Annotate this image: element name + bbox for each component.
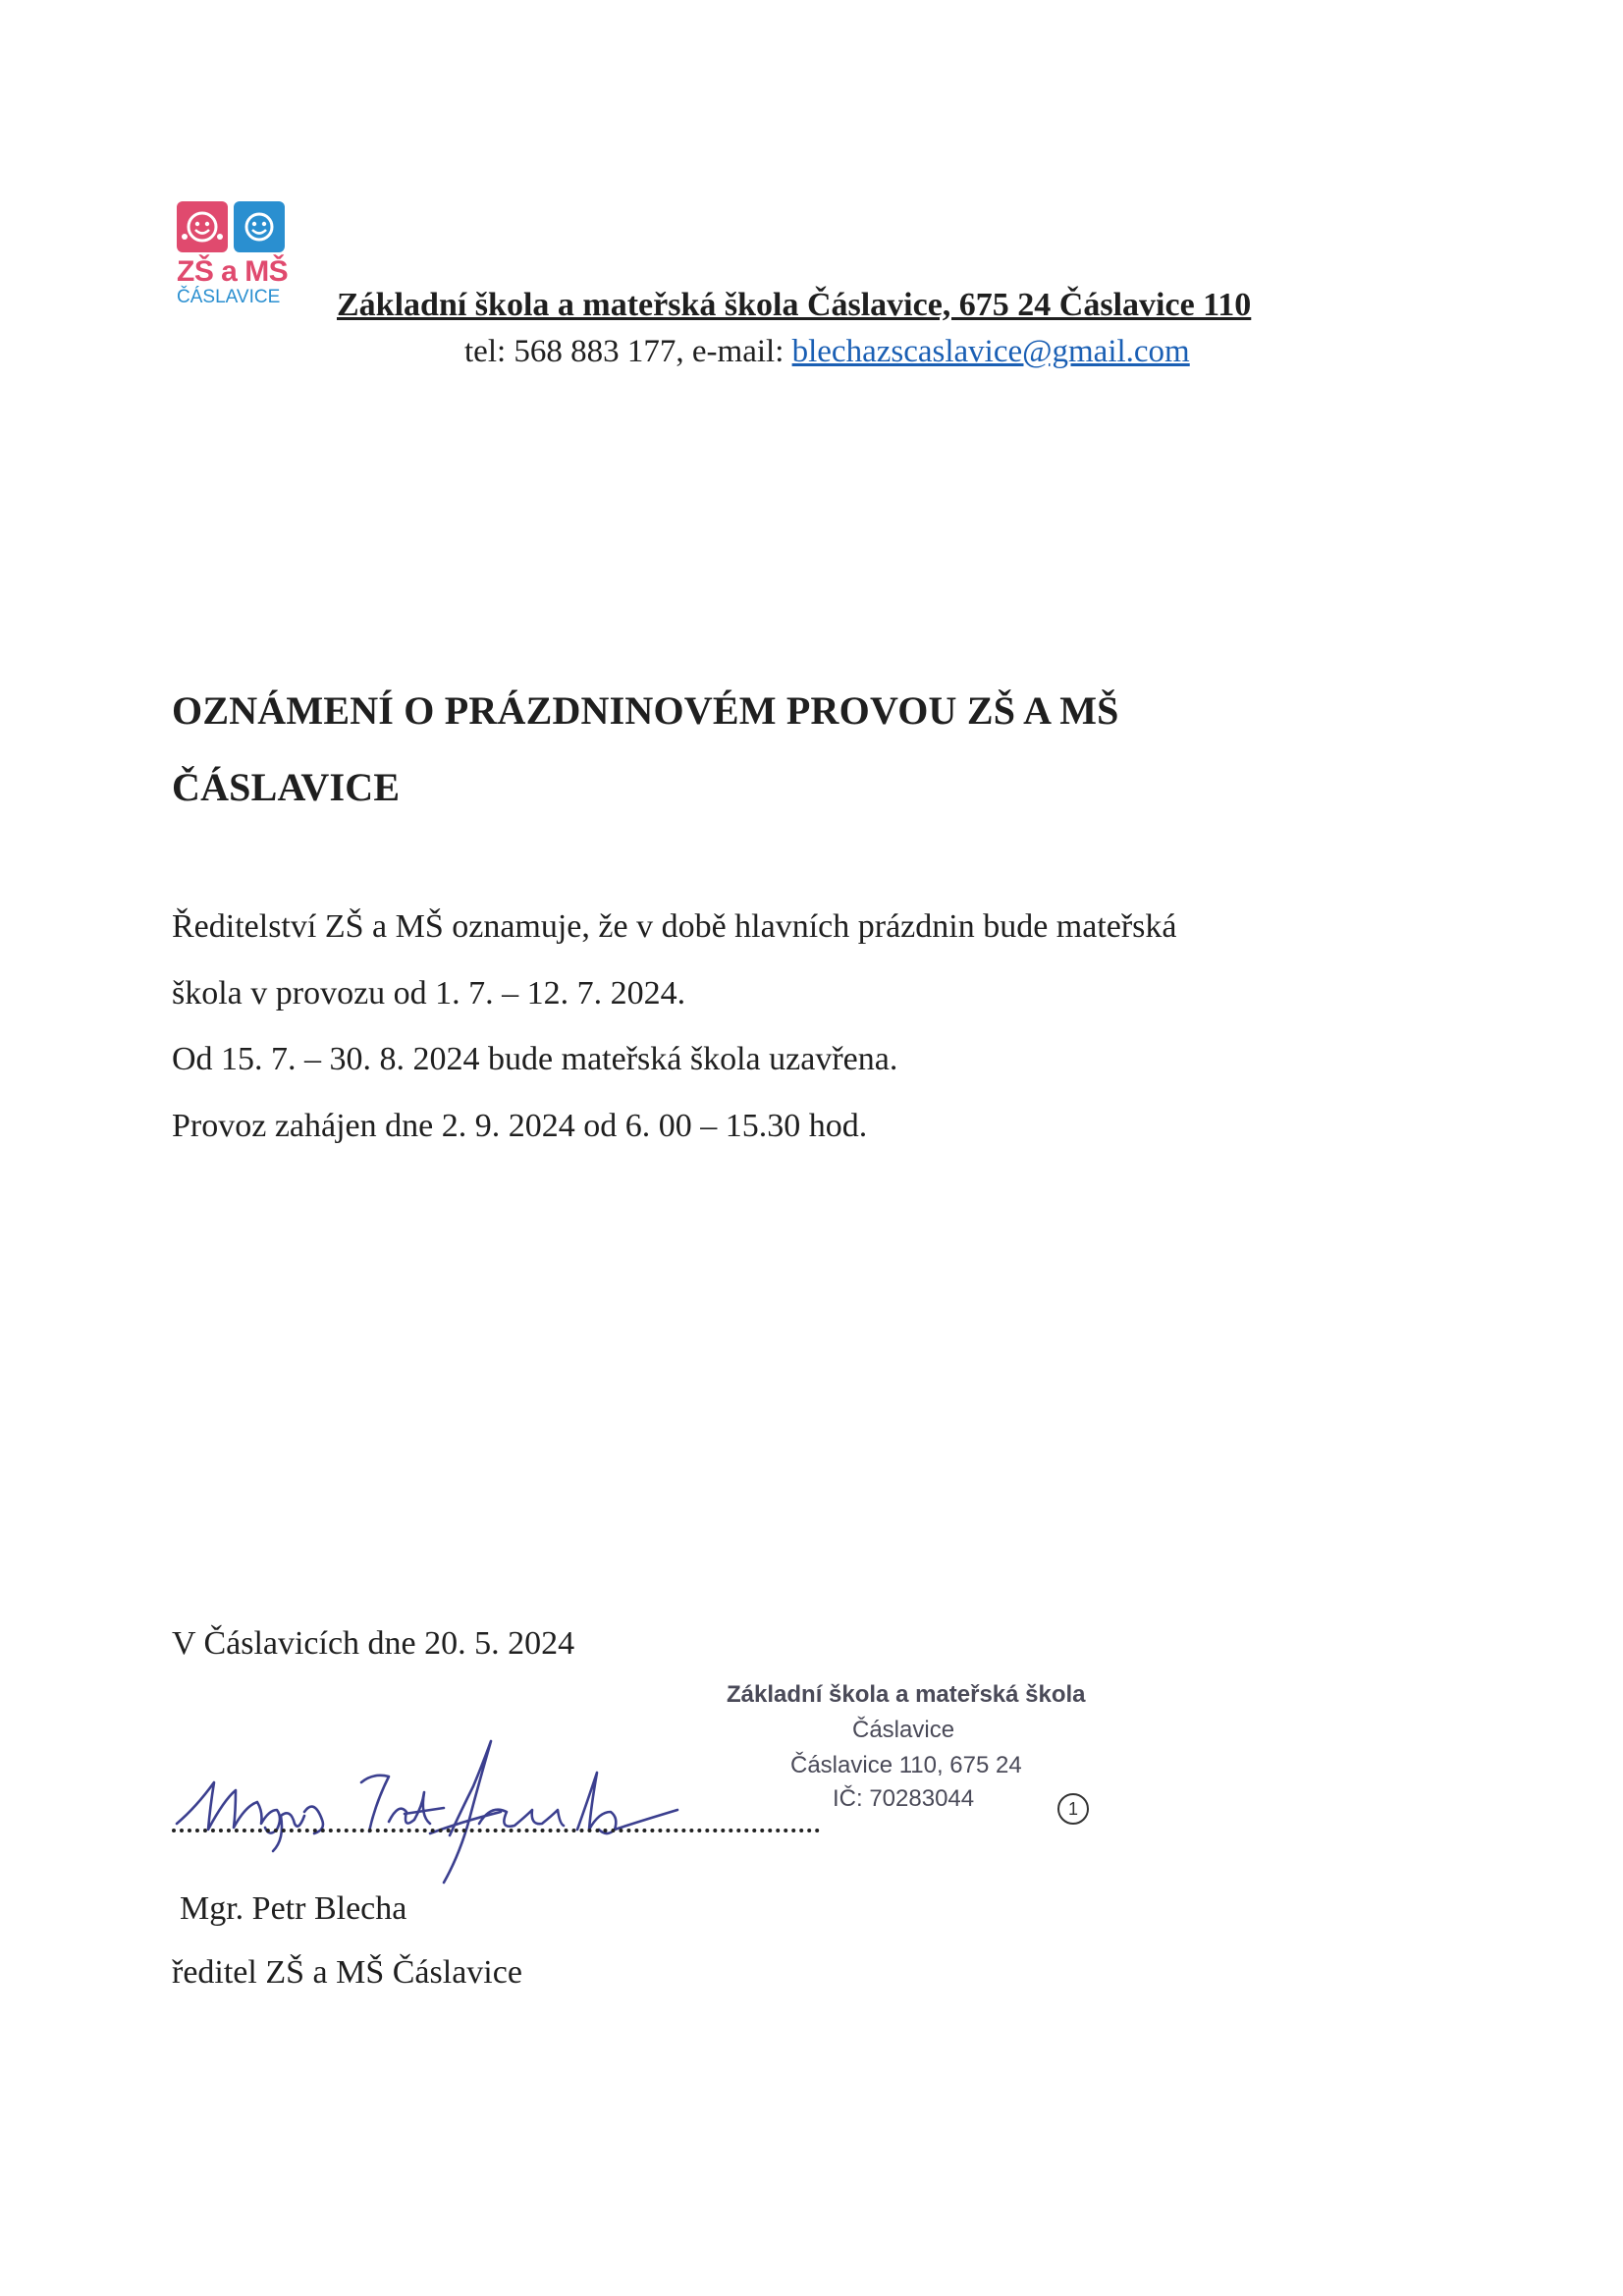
body-line-3: Od 15. 7. – 30. 8. 2024 bude mateřská škola uzavřena. — [172, 1041, 898, 1077]
signatory-name: Mgr. Petr Blecha — [180, 1890, 407, 1927]
logo-place: ČÁSLAVICE — [177, 287, 281, 307]
smiley-blue-icon — [234, 201, 285, 252]
title-line-1: OZNÁMENÍ O PRÁZDNINOVÉM PROVOU ZŠ A MŠ — [172, 688, 1119, 733]
contact-prefix: tel: 568 883 177, e-mail: — [464, 334, 792, 369]
institution-header: Základní škola a mateřská škola Čáslavice, 675 24 Čáslavice 110 — [337, 287, 1252, 323]
stamp-line-3: Čáslavice 110, 675 24 — [790, 1752, 1022, 1778]
place-date: V Čáslavicích dne 20. 5. 2024 — [172, 1625, 575, 1662]
signature-dotted-line — [172, 1829, 820, 1832]
logo-abbr: ZŠ a MŠ — [177, 255, 289, 288]
contact-line — [464, 334, 1190, 370]
stamp-line-1: Základní škola a mateřská škola — [727, 1681, 1086, 1708]
signatory-role: ředitel ZŠ a MŠ Čáslavice — [172, 1954, 522, 1991]
stamp-line-2: Čáslavice — [852, 1717, 955, 1743]
body-line-4: Provoz zahájen dne 2. 9. 2024 od 6. 00 – 15.30 hod. — [172, 1108, 868, 1144]
stamp-line-4: IČ: 70283044 — [833, 1785, 975, 1812]
smiley-pink-icon — [177, 201, 228, 252]
body-line-1: Ředitelství ZŠ a MŠ oznamuje, že v době hlavních prázdnin bude mateřská — [172, 908, 1177, 945]
stamp-mark: 1 — [1057, 1793, 1089, 1825]
body-line-2: škola v provozu od 1. 7. – 12. 7. 2024. — [172, 975, 686, 1011]
email-link[interactable]: blechazscaslavice@gmail.com — [791, 334, 1190, 369]
title-line-2: ČÁSLAVICE — [172, 765, 401, 809]
signature — [167, 1714, 746, 1900]
school-logo — [177, 201, 299, 308]
